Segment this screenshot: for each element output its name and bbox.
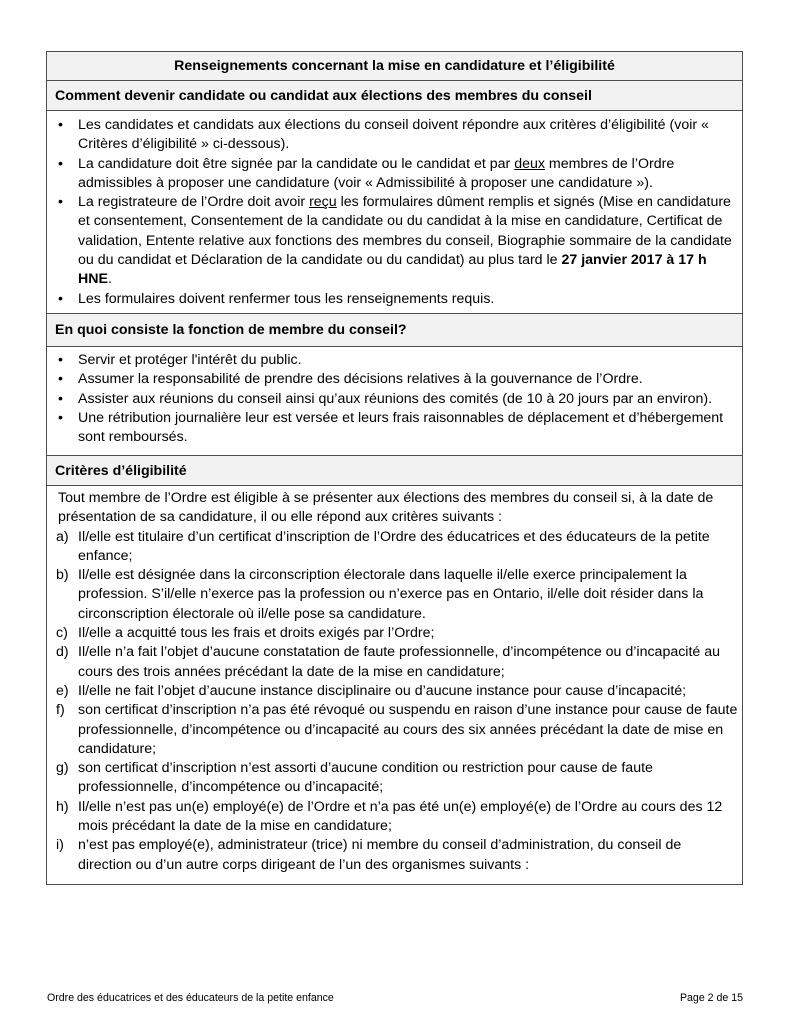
list-item: i) n’est pas employé(e), administrateur (trice) ni membre du conseil d’administration, du conseil de direction ou d’un autre corps dirigeant de l’un des organismes suivants : (56, 837, 682, 873)
section-eligibility (47, 486, 742, 875)
list-item: b) Il/elle est désignée dans la circonscription électorale dans laquelle il/elle exerce principalement la profession. S’il/elle n’exerce pas la profession ou n’exerce pas en Ontario, il/elle doit résider dans la circonscription électorale où il/elle pose sa candidature. (56, 567, 704, 622)
list-item: f) son certificat d’inscription n’a pas été révoqué ou suspendu en raison d’une instance pour cause de faute professionnelle, d’incompétence ou d’incapacité au cours des six années précédant la date de mise en candidature; (56, 702, 738, 757)
list-item: • Une rétribution journalière leur est versée et leurs frais raisonnables de déplacement et d’hébergement sont remboursés. (47, 409, 742, 448)
list-item: • La candidature doit être signée par la candidate ou le candidat et par deux membres de l’Ordre admissibles à proposer une candidature (voir « Admissibilité à proposer une candidature »). (47, 155, 742, 194)
list-item: c) Il/elle a acquitté tous les frais et droits exigés par l’Ordre; (56, 625, 435, 642)
list-item: • Les formulaires doivent renfermer tous les renseignements requis. (47, 290, 742, 309)
list-item: d) Il/elle n’a fait l’objet d’aucune constatation de faute professionnelle, d’incompétence ou d’incapacité au cours des trois années précédant la date de la mise en candidature; (56, 644, 721, 680)
table-title: Renseignements concernant la mise en candidature et l’éligibilité (174, 58, 615, 74)
eligibility-info-table (46, 51, 743, 885)
list-item: e) Il/elle ne fait l’objet d’aucune instance disciplinaire ou d’aucune instance pour cause d’incapacité; (56, 682, 687, 699)
section-council-role (47, 347, 742, 456)
section-heading-council-role (47, 314, 742, 347)
section-heading-how-to-run (47, 81, 742, 111)
list-item: • La registrateure de l’Ordre doit avoir reçu les formulaires dûment remplis et signés (Mise en candidature et consentement, Consentement de la candidate ou du candidat à la mise en candidature, Certificat de validation, Entente relative aux fonctions des membres du conseil, Biographie sommaire de la candidate ou du candidat et Déclaration de la candidate ou du candidat) au plus tard le 27 janvier 2017 à 17 h HNE. (47, 193, 742, 289)
footer-page-number: Page 2 de 15 (679, 992, 743, 1004)
section-heading-eligibility-text: Critères d’éligibilité (55, 462, 187, 479)
footer-org-name: Ordre des éducatrices et des éducateurs de la petite enfance (47, 992, 334, 1004)
list-item: • Les candidates et candidats aux élections du conseil doivent répondre aux critères d’éligibilité (voir « Critères d’éligibilité » ci-dessous). (47, 116, 742, 155)
list-item: a) Il/elle est titulaire d’un certificat d’inscription de l’Ordre des éducatrices et des éducateurs de la petite enfance; (56, 528, 710, 564)
deadline-date: 27 janvier 2017 à 17 h HNE (78, 252, 707, 288)
list-item: h) Il/elle n’est pas un(e) employé(e) de l’Ordre et n’a pas été un(e) employé(e) de l’Ordre au cours des 12 mois précédant la date de la mise en candidature; (56, 798, 723, 835)
list-item: g) son certificat d’inscription n’est assorti d’aucune condition ou restriction pour cause de faute professionnelle, d’incompétence ou d’incapacité; (56, 760, 653, 796)
list-item: • Servir et protéger l'intérêt du public. (47, 351, 742, 370)
section-heading-how-to-run-text: Comment devenir candidate ou candidat aux élections des membres du conseil (55, 87, 592, 104)
table-title-row (47, 52, 742, 81)
section-how-to-run (47, 111, 742, 314)
list-item: • Assister aux réunions du conseil ainsi qu’aux réunions des comités (de 10 à 20 jours par an environ). (47, 390, 742, 409)
section-heading-council-role-text: En quoi consiste la fonction de membre du conseil? (55, 322, 407, 338)
section-heading-eligibility (47, 456, 742, 486)
eligibility-intro: Tout membre de l’Ordre est éligible à se présenter aux élections des membres du conseil si, à la date de présentation de sa candidature, il ou elle répond aux critères suivants : (58, 490, 714, 526)
list-item: • Assumer la responsabilité de prendre des décisions relatives à la gouvernance de l’Ordre. (47, 370, 742, 389)
